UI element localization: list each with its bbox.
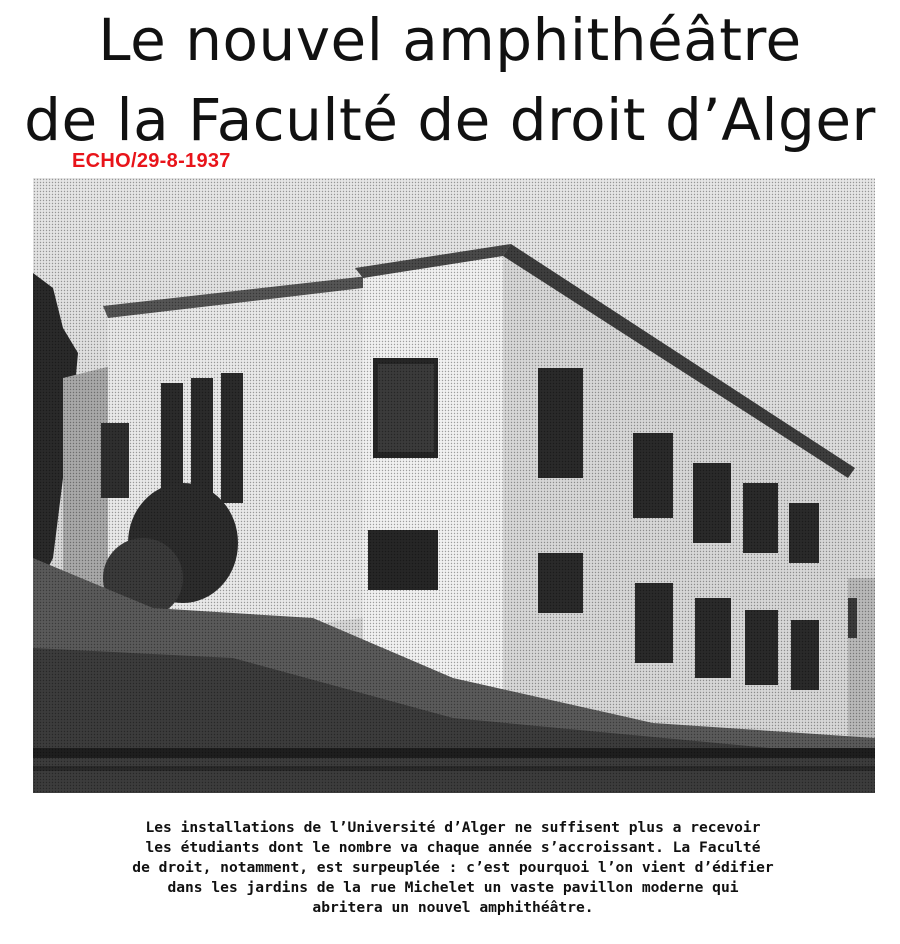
caption-line: Les installations de l’Université d’Alger ne suffisent plus a recevoir [145, 819, 761, 836]
source-stamp: ECHO/29-8-1937 [72, 150, 231, 172]
headline-line-1: Le nouvel amphithéâtre [98, 6, 802, 74]
photo-caption [40, 818, 866, 918]
caption-line: abritera un nouvel amphithéâtre. [312, 899, 594, 916]
caption-line: les étudiants dont le nombre va chaque année s’accroissant. La Faculté [145, 839, 761, 856]
building-photo [33, 178, 875, 793]
caption-line: de droit, notamment, est surpeuplée : c’est pourquoi l’on vient d’édifier [132, 859, 774, 876]
headline-line-2: de la Faculté de droit d’Alger [24, 86, 876, 154]
caption-line: dans les jardins de la rue Michelet un vaste pavillon moderne qui [167, 879, 739, 896]
